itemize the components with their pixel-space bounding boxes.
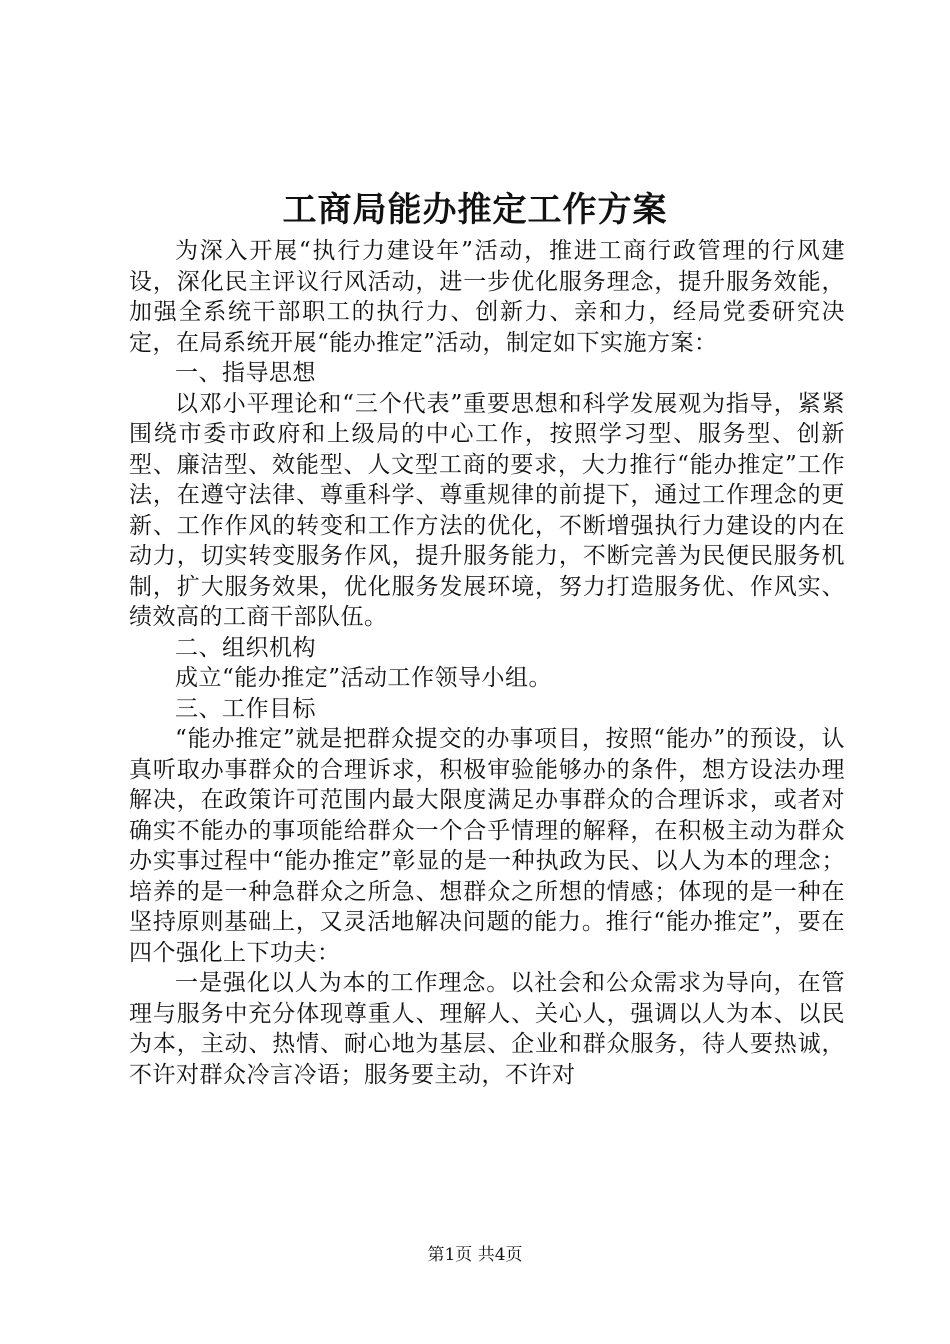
page-footer: 第1页 共4页	[427, 1245, 523, 1265]
section-heading-work-goals: 三、工作目标	[175, 695, 316, 722]
document-body	[129, 236, 845, 1090]
intro-paragraph: 为深入开展“执行力建设年”活动，推进工商行政管理的行风建设，深化民主评议行风活动，进一步优化服务理念，提升服务效能，加强全系统干部职工的执行力、创新力、亲和力，经局党委研究决定，在局系统开展“能办推定”活动，制定如下实施方案：	[129, 238, 845, 356]
first-strengthening-paragraph: 一是强化以人为本的工作理念。以社会和公众需求为导向，在管理与服务中充分体现尊重人、理解人、关心人，强调以人为本、以民为本，主动、热情、耐心地为基层、企业和群众服务，待人要热诚，不许对群众冷言冷语；服务要主动，不许对	[129, 970, 845, 1088]
section-heading-organization: 二、组织机构	[175, 634, 316, 661]
work-goals-paragraph: “能办推定”就是把群众提交的办事项目，按照“能办”的预设，认真听取办事群众的合理诉求，积极审验能够办的条件，想方设法办理解决，在政策许可范围内最大限度满足办事群众的合理诉求，或者对确实不能办的事项能给群众一个合乎情理的解释，在积极主动为群众办实事过程中“能办推定”彰显的是一种执政为民、以人为本的理念；培养的是一种急群众之所急、想群众之所想的情感；体现的是一种在坚持原则基础上，又灵活地解决问题的能力。推行“能办推定”，要在四个强化上下功夫：	[129, 726, 845, 966]
section-heading-guiding-thought: 一、指导思想	[175, 360, 316, 386]
organization-paragraph: 成立“能办推定”活动工作领导小组。	[175, 665, 553, 691]
page-title: 工商局能办推定工作方案	[282, 190, 668, 230]
guiding-thought-paragraph: 以邓小平理论和“三个代表”重要思想和科学发展观为指导，紧紧围绕市委市政府和上级局的中心工作，按照学习型、服务型、创新型、廉洁型、效能型、人文型工商的要求，大力推行“能办推定”工作法，在遵守法律、尊重科学、尊重规律的前提下，通过工作理念的更新、工作作风的转变和工作方法的优化，不断增强执行力建设的内在动力，切实转变服务作风，提升服务能力，不断完善为民便民服务机制，扩大服务效果，优化服务发展环境，努力打造服务优、作风实、绩效高的工商干部队伍。	[129, 390, 845, 630]
